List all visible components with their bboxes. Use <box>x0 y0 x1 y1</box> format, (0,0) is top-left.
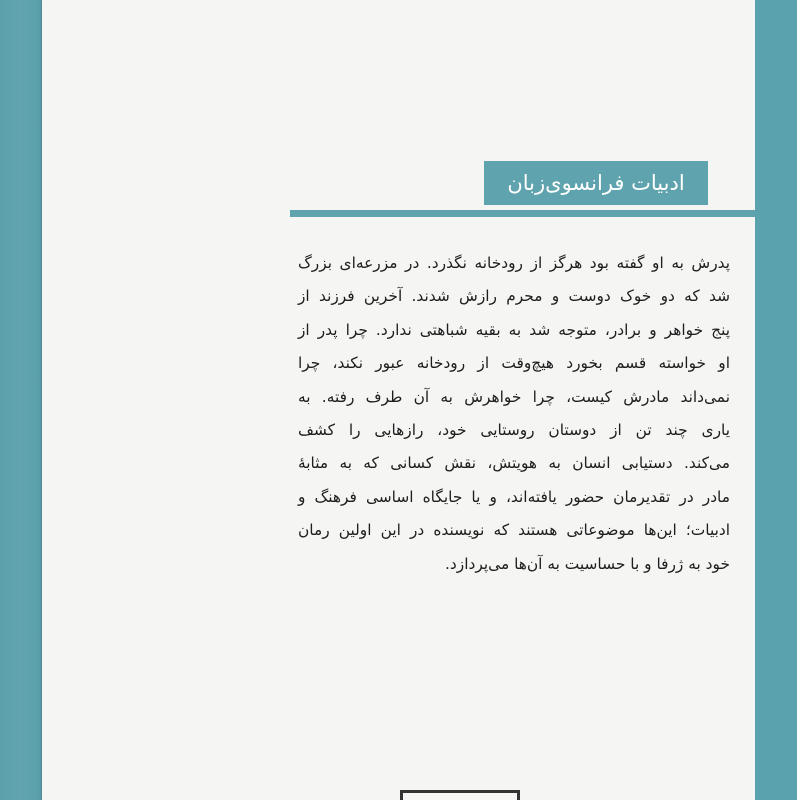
blurb-line: پنج خواهر و برادر، متوجه شد به بقیه شباهتی ندارد. چرا پدر از <box>298 320 730 339</box>
blurb-line: او خواسته قسم بخورد هیچ‌وقت از رودخانه عبور نکند، چرا <box>298 354 730 373</box>
accent-rule <box>290 210 755 217</box>
blurb-paragraph <box>298 247 730 581</box>
category-label-box <box>484 161 708 205</box>
cover-edge-strip <box>755 0 797 800</box>
blurb-line: شد که دو خوک دوست و محرم رازش شدند. آخرین فرزند از <box>298 287 730 306</box>
blurb-line: می‌کند. دستیابی انسان به هویتش، نقش کسانی که به مثابهٔ <box>298 454 730 473</box>
blurb-line: یاری چند تن از دوستان روستایی خود، رازهایی را کشف <box>298 421 730 440</box>
blurb-line: مادر در تقدیرمان حضور یافته‌اند، و یا جایگاه اساسی فرهنگ و <box>298 487 730 506</box>
blurb-line: پدرش به او گفته بود هرگز از رودخانه نگذرد. در مزرعه‌ای بزرگ <box>298 254 730 272</box>
blurb-line: خود به ژرفا و با حساسیت به آن‌ها می‌پردازد. <box>445 554 730 573</box>
category-label: ادبیات فرانسوی‌زبان <box>507 171 685 195</box>
blurb-line: نمی‌داند مادرش کیست، چرا خواهرش به آن طرف رفته. به <box>298 387 730 406</box>
blurb-line: ادبیات؛ این‌ها موضوعاتی هستند که نویسنده در این اولین رمان <box>298 521 730 540</box>
barcode-frame-top <box>400 790 520 800</box>
